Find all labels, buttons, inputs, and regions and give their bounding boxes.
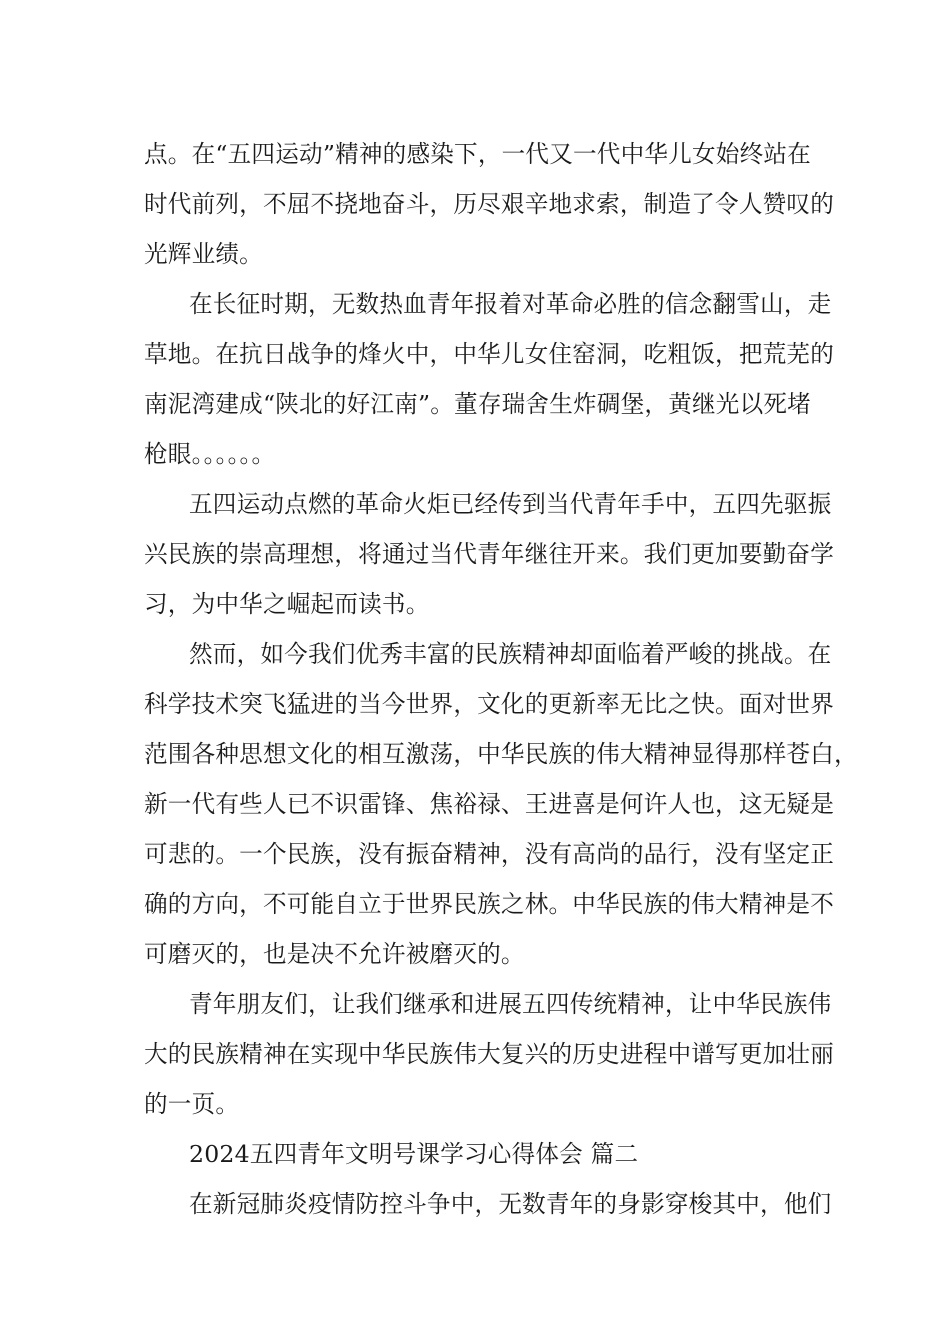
text-line: 新一代有些人已不识雷锋、焦裕禄、王进喜是何许人也，这无疑是 — [144, 790, 835, 818]
text-line: 可磨灭的，也是决不允许被磨灭的。 — [144, 940, 525, 968]
document-page — [144, 129, 858, 1229]
text-line: 兴民族的崇高理想，将通过当代青年继往开来。我们更加要勤奋学 — [144, 540, 835, 568]
text-line: 枪眼。。。。。。 — [144, 440, 276, 468]
text-line: 青年朋友们，让我们继承和进展五四传统精神，让中华民族伟 — [189, 990, 832, 1018]
text-line: 光辉业绩。 — [144, 240, 263, 268]
text-line: 在新冠肺炎疫情防控斗争中，无数青年的身影穿梭其中，他们 — [189, 1190, 832, 1218]
text-line: 五四运动点燃的革命火炬已经传到当代青年手中，五四先驱振 — [189, 490, 832, 518]
paragraph-4 — [144, 629, 858, 979]
paragraph-6 — [144, 1179, 832, 1229]
paragraph-1 — [144, 129, 835, 279]
heading-line: 2024五四青年文明号课学习心得体会 篇二 — [189, 1140, 639, 1168]
text-line: 在长征时期，无数热血青年报着对革命必胜的信念翻雪山，走 — [189, 290, 832, 318]
section-heading — [144, 1129, 824, 1179]
text-line: 范围各种思想文化的相互激荡，中华民族的伟大精神显得那样苍白， — [144, 740, 858, 768]
paragraph-5 — [144, 979, 835, 1129]
text-line: 可悲的。一个民族，没有振奋精神，没有高尚的品行，没有坚定正 — [144, 840, 835, 868]
text-line: 然而，如今我们优秀丰富的民族精神却面临着严峻的挑战。在 — [189, 640, 832, 668]
text-line: 点。在“五四运动”精神的感染下，一代又一代中华儿女始终站在 — [144, 140, 811, 168]
text-line: 草地。在抗日战争的烽火中，中华儿女住窑洞，吃粗饭，把荒芜的 — [144, 340, 835, 368]
text-line: 习，为中华之崛起而读书。 — [144, 590, 430, 618]
text-line: 时代前列，不屈不挠地奋斗，历尽艰辛地求索，制造了令人赞叹的 — [144, 190, 835, 218]
paragraph-3 — [144, 479, 835, 629]
text-line: 科学技术突飞猛进的当今世界，文化的更新率无比之快。面对世界 — [144, 690, 835, 718]
text-line: 确的方向，不可能自立于世界民族之林。中华民族的伟大精神是不 — [144, 890, 835, 918]
text-line: 大的民族精神在实现中华民族伟大复兴的历史进程中谱写更加壮丽 — [144, 1040, 835, 1068]
text-line: 南泥湾建成“陕北的好江南”。董存瑞舍生炸碉堡，黄继光以死堵 — [144, 390, 811, 418]
text-line: 的一页。 — [144, 1090, 240, 1118]
paragraph-2 — [144, 279, 835, 479]
